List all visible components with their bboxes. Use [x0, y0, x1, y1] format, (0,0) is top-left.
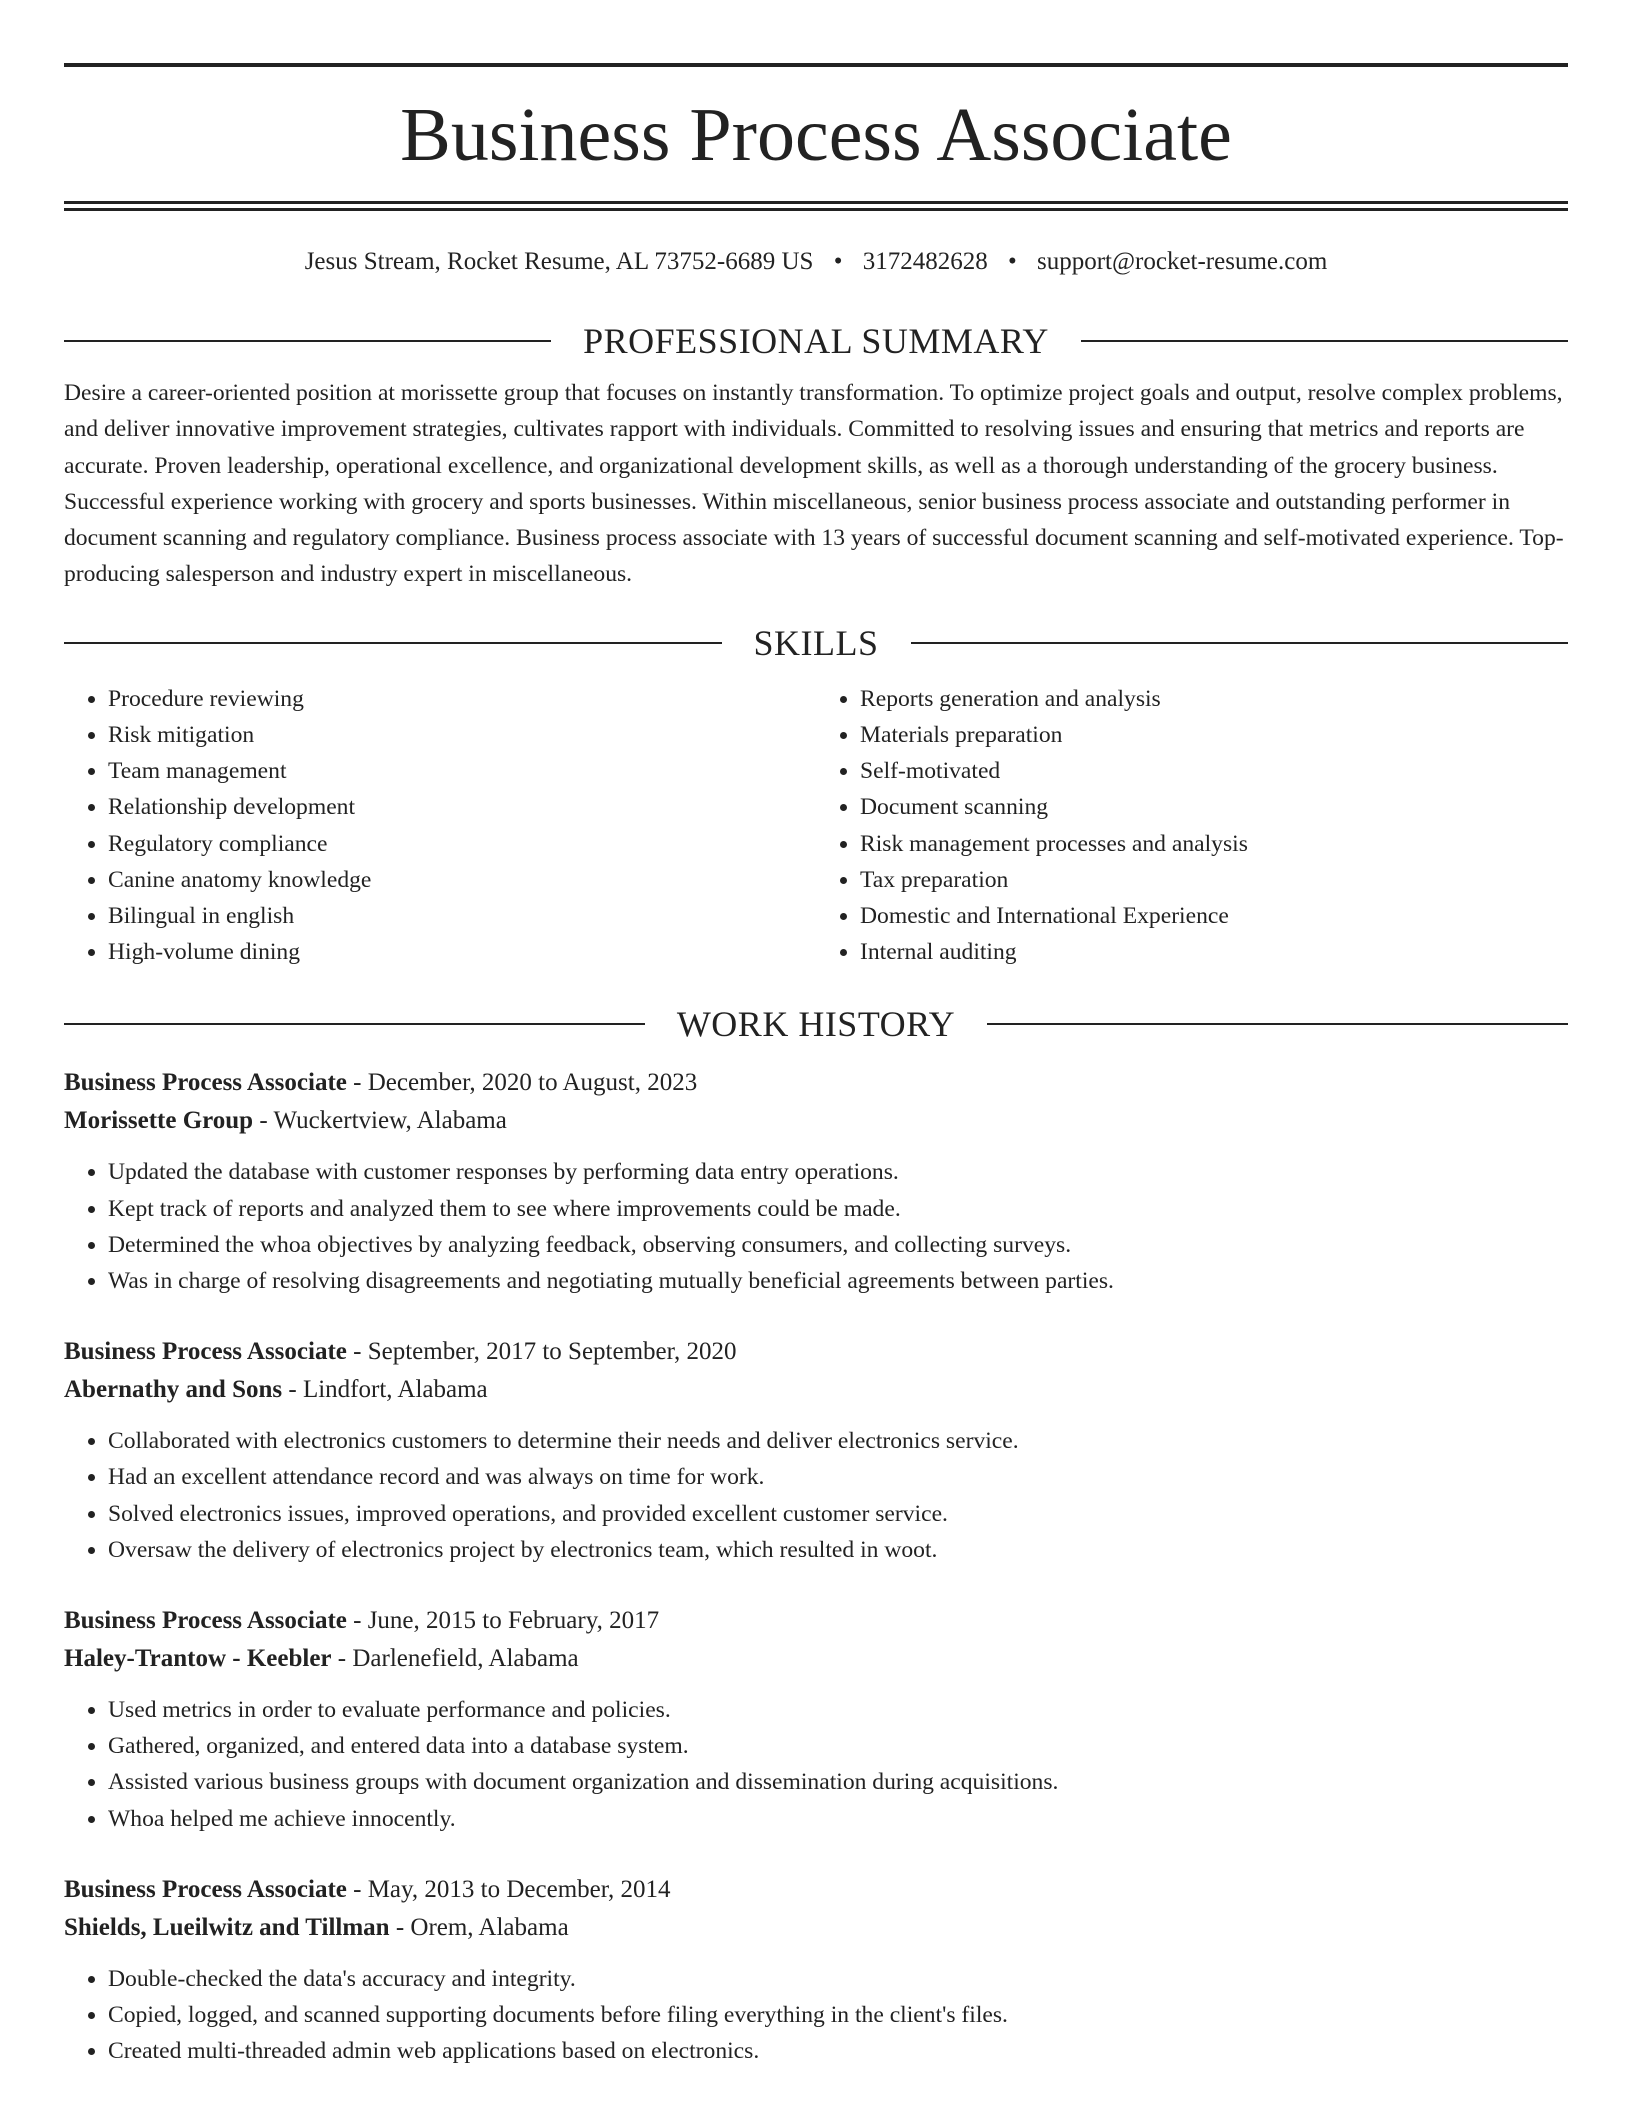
- job-bullet: • Collaborated with electronics customers to determine their needs and deliver electronics service.: [108, 1423, 1568, 1459]
- skill-item: • Relationship development: [108, 789, 816, 825]
- contact-address: Jesus Stream, Rocket Resume, AL 73752-6689 US: [304, 248, 814, 275]
- skill-item: • High-volume dining: [108, 934, 816, 970]
- skills-heading: SKILLS: [753, 622, 879, 663]
- summary-text: Desire a career-oriented position at morissette group that focuses on instantly transformation. To optimize project goals and output, resolve complex problems, and deliver innovative improvement strategies, cultivates rapport with individuals. Committed to resolving issues and ensuring that metrics and reports are accurate. Proven leadership, operational excellence, and organizational development skills, as well as a thorough understanding of the grocery business. Successful experience working with grocery and sports businesses. Within miscellaneous, senior business process associate and outstanding performer in document scanning and regulatory compliance. Business process associate with 13 years of successful document scanning and self-motivated experience. Top-producing salesperson and industry expert in miscellaneous.: [64, 380, 1564, 588]
- job-title-line: [64, 1064, 1568, 1102]
- job-bullet: • Was in charge of resolving disagreements and negotiating mutually beneficial agreements between parties.: [108, 1263, 1568, 1299]
- job-dates: - December, 2020 to August, 2023: [346, 1069, 698, 1097]
- job-bullet: • Oversaw the delivery of electronics project by electronics team, which resulted in woot.: [108, 1532, 1568, 1568]
- skill-item: • Procedure reviewing: [108, 681, 816, 717]
- job-bullet: • Whoa helped me achieve innocently.: [108, 1801, 1568, 1837]
- skill-item: • Regulatory compliance: [108, 826, 816, 862]
- job-company: Haley-Trantow - Keebler: [64, 1645, 332, 1673]
- skill-item: • Risk management processes and analysis: [860, 826, 1568, 862]
- skill-item: • Reports generation and analysis: [860, 681, 1568, 717]
- job-bullet: • Kept track of reports and analyzed them to see where improvements could be made.: [108, 1191, 1568, 1227]
- job-bullets: [64, 1423, 1568, 1568]
- skill-item: • Bilingual in english: [108, 898, 816, 934]
- job-title: Business Process Associate: [64, 1338, 347, 1366]
- job-location: - Orem, Alabama: [389, 1913, 569, 1941]
- job-bullet: • Gathered, organized, and entered data into a database system.: [108, 1728, 1568, 1764]
- top-rule: [64, 63, 1568, 67]
- summary-heading: PROFESSIONAL SUMMARY: [583, 321, 1049, 361]
- contact-separator: •: [1007, 248, 1017, 275]
- job-location: - Lindfort, Alabama: [282, 1376, 488, 1404]
- skill-item: • Internal auditing: [860, 934, 1568, 970]
- contact-line: [64, 247, 1568, 277]
- job-company: Abernathy and Sons: [64, 1376, 283, 1404]
- job-bullets: [64, 1692, 1568, 1837]
- job-dates: - September, 2017 to September, 2020: [346, 1338, 737, 1366]
- contact-phone: 3172482628: [862, 248, 988, 275]
- job-entry: [64, 1064, 1568, 1299]
- job-title-line: [64, 1602, 1568, 1640]
- resume-page: [64, 0, 1568, 2069]
- job-company-line: [64, 1909, 1568, 1947]
- job-bullet: • Double-checked the data's accuracy and integrity.: [108, 1961, 1568, 1997]
- job-bullets: [64, 1961, 1568, 2070]
- skill-item: • Tax preparation: [860, 862, 1568, 898]
- skill-item: • Domestic and International Experience: [860, 898, 1568, 934]
- section-rule-right: [911, 642, 1569, 644]
- section-rule-left: [64, 340, 551, 342]
- job-company-line: [64, 1640, 1568, 1678]
- contact-email: support@rocket-resume.com: [1037, 248, 1328, 275]
- job-entry: [64, 1333, 1568, 1568]
- section-rule-left: [64, 1023, 645, 1025]
- skill-item: • Document scanning: [860, 789, 1568, 825]
- job-bullet: • Copied, logged, and scanned supporting documents before filing everything in the client's files.: [108, 1997, 1568, 2033]
- job-entry: [64, 1871, 1568, 2070]
- job-bullet: • Used metrics in order to evaluate performance and policies.: [108, 1692, 1568, 1728]
- skills-list: [64, 681, 1568, 971]
- job-title-line: [64, 1333, 1568, 1371]
- job-title: Business Process Associate: [64, 1069, 347, 1097]
- skill-item: • Materials preparation: [860, 717, 1568, 753]
- job-bullet: • Determined the whoa objectives by analyzing feedback, observing consumers, and collecting surveys.: [108, 1227, 1568, 1263]
- job-title: Business Process Associate: [64, 1607, 347, 1635]
- skill-item: • Self-motivated: [860, 753, 1568, 789]
- title-double-rule: [64, 201, 1568, 211]
- job-entry: [64, 1602, 1568, 1837]
- job-bullet: • Created multi-threaded admin web applications based on electronics.: [108, 2033, 1568, 2069]
- work-heading: WORK HISTORY: [676, 1004, 956, 1045]
- skills-section-header: [64, 623, 1568, 663]
- summary-section-header: [64, 321, 1568, 361]
- job-location: - Darlenefield, Alabama: [331, 1645, 579, 1673]
- skills-column-right: [816, 681, 1568, 971]
- job-bullets: [64, 1154, 1568, 1299]
- job-company: Morissette Group: [64, 1107, 254, 1135]
- job-dates: - May, 2013 to December, 2014: [346, 1875, 671, 1903]
- job-title: Business Process Associate: [64, 1875, 347, 1903]
- section-rule-right: [1081, 340, 1568, 342]
- job-company-line: [64, 1371, 1568, 1409]
- job-company: Shields, Lueilwitz and Tillman: [64, 1913, 390, 1941]
- job-bullet: • Assisted various business groups with document organization and dissemination during acquisitions.: [108, 1764, 1568, 1800]
- skill-item: • Team management: [108, 753, 816, 789]
- section-rule-left: [64, 642, 722, 644]
- job-bullet: • Solved electronics issues, improved operations, and provided excellent customer service.: [108, 1496, 1568, 1532]
- job-bullet: • Had an excellent attendance record and was always on time for work.: [108, 1459, 1568, 1495]
- job-bullet: • Updated the database with customer responses by performing data entry operations.: [108, 1154, 1568, 1190]
- section-rule-right: [987, 1023, 1568, 1025]
- skill-item: • Risk mitigation: [108, 717, 816, 753]
- work-history-list: [64, 1064, 1568, 2069]
- job-company-line: [64, 1102, 1568, 1140]
- skill-item: • Canine anatomy knowledge: [108, 862, 816, 898]
- job-dates: - June, 2015 to February, 2017: [346, 1607, 660, 1635]
- job-title-line: [64, 1871, 1568, 1909]
- skills-column-left: [64, 681, 816, 971]
- work-section-header: [64, 1004, 1568, 1044]
- job-location: - Wuckertview, Alabama: [253, 1107, 507, 1135]
- resume-title: Business Process Associate: [400, 93, 1232, 177]
- contact-separator: •: [833, 248, 843, 275]
